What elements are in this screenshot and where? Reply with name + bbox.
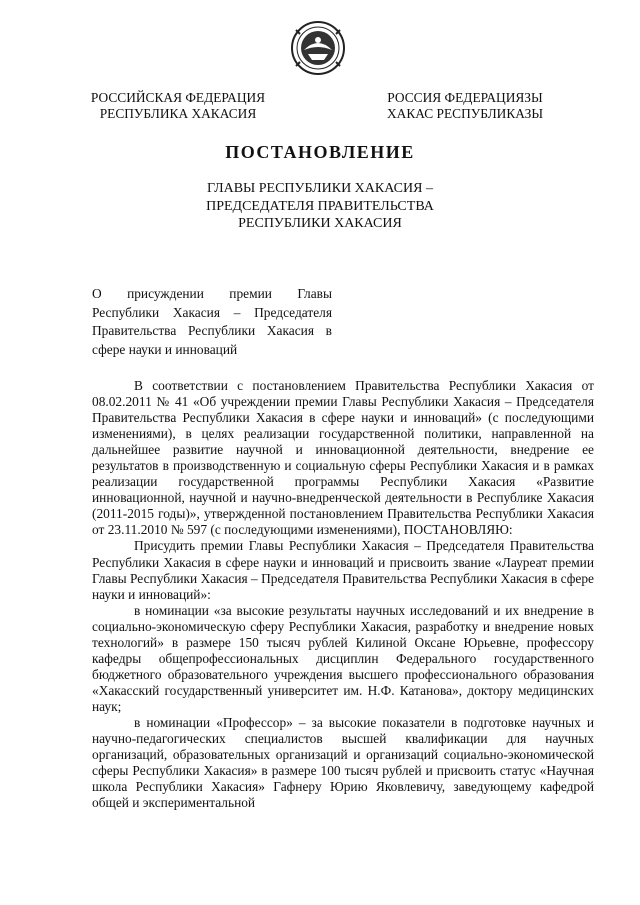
header-right-line1: РОССИЯ ФЕДЕРАЦИЯЗЫ xyxy=(387,90,543,105)
document-subject: О присуждении премии Главы Республики Хакасия – Председателя Правительства Республики Хакасия в сфере науки и инноваций xyxy=(92,286,332,357)
header-right-line2: ХАКАС РЕСПУБЛИКАЗЫ xyxy=(386,105,544,121)
coat-of-arms-emblem-icon xyxy=(290,20,346,76)
body-paragraph-1: В соответствии с постановлением Правительства Республики Хакасия от 08.02.2011 № 41 «Об учреждении премии Главы Республики Хакасия – Председателя Правительства Республики Хакасия в сфере науки и инноваций» (с последующими изменениями), в целях реализации государственной политики, направленной на дальнейшее развитие научной и инновационной деятельности, внедрение ее результатов в производственную и социальную сферы Республики Хакасия и в рамках реализации государственной программы Республики Хакасия «Развитие инновационной, научной и научно-внедренческой деятельности в Республике Хакасия (2011-2015 годы)», утвержденной постановлением Правительства Республики Хакасия от 23.11.2010 № 597 (с последующими изменениями), ПОСТАНОВЛЯЮ: xyxy=(92,378,594,538)
header-right xyxy=(380,90,550,121)
body-paragraph-2: Присудить премии Главы Республики Хакасия – Председателя Правительства Республики Хакасия в сфере науки и инноваций и присвоить звание «Лауреат премии Главы Республики Хакасия – Председателя Правительства Республики Хакасия в сфере науки и инноваций»: xyxy=(92,538,594,602)
header-left xyxy=(88,90,268,121)
body-paragraph-4: в номинации «Профессор» – за высокие показатели в подготовке научных и научно-педагогических специалистов высшей квалификации для научных организаций, образовательных организаций и организаций социально-экономической сферы Республики Хакасия» в размере 100 тысяч рублей и присвоить статус «Научная школа Республики Хакасия» Гафнеру Юрию Яковлевичу, заведующему кафедрой общей и экспериментальной xyxy=(92,714,594,811)
document-title: ПОСТАНОВЛЕНИЕ xyxy=(225,142,415,162)
subtitle-line3: РЕСПУБЛИКИ ХАКАСИЯ xyxy=(238,216,402,231)
subtitle-line1: ГЛАВЫ РЕСПУБЛИКИ ХАКАСИЯ – xyxy=(207,181,433,196)
document-subtitle xyxy=(0,180,640,233)
header-left-line2: РЕСПУБЛИКА ХАКАСИЯ xyxy=(99,105,257,121)
document-body xyxy=(92,378,594,811)
body-paragraph-3: в номинации «за высокие результаты научных исследований и их внедрение в социально-экономическую сферу Республики Хакасия, разработку и внедрение новых технологий» в размере 150 тысяч рублей Килиной Оксане Юрьевне, профессору кафедры общепрофессиональных дисциплин Федерального государственного бюджетного образовательного учреждения высшего профессионального образования «Хакасский государственный университет им. Н.Ф. Катанова», доктору медицинских наук; xyxy=(92,602,594,714)
subtitle-line2: ПРЕДСЕДАТЕЛЯ ПРАВИТЕЛЬСТВА xyxy=(206,198,434,214)
header-left-line1: РОССИЙСКАЯ ФЕДЕРАЦИЯ xyxy=(90,90,266,105)
